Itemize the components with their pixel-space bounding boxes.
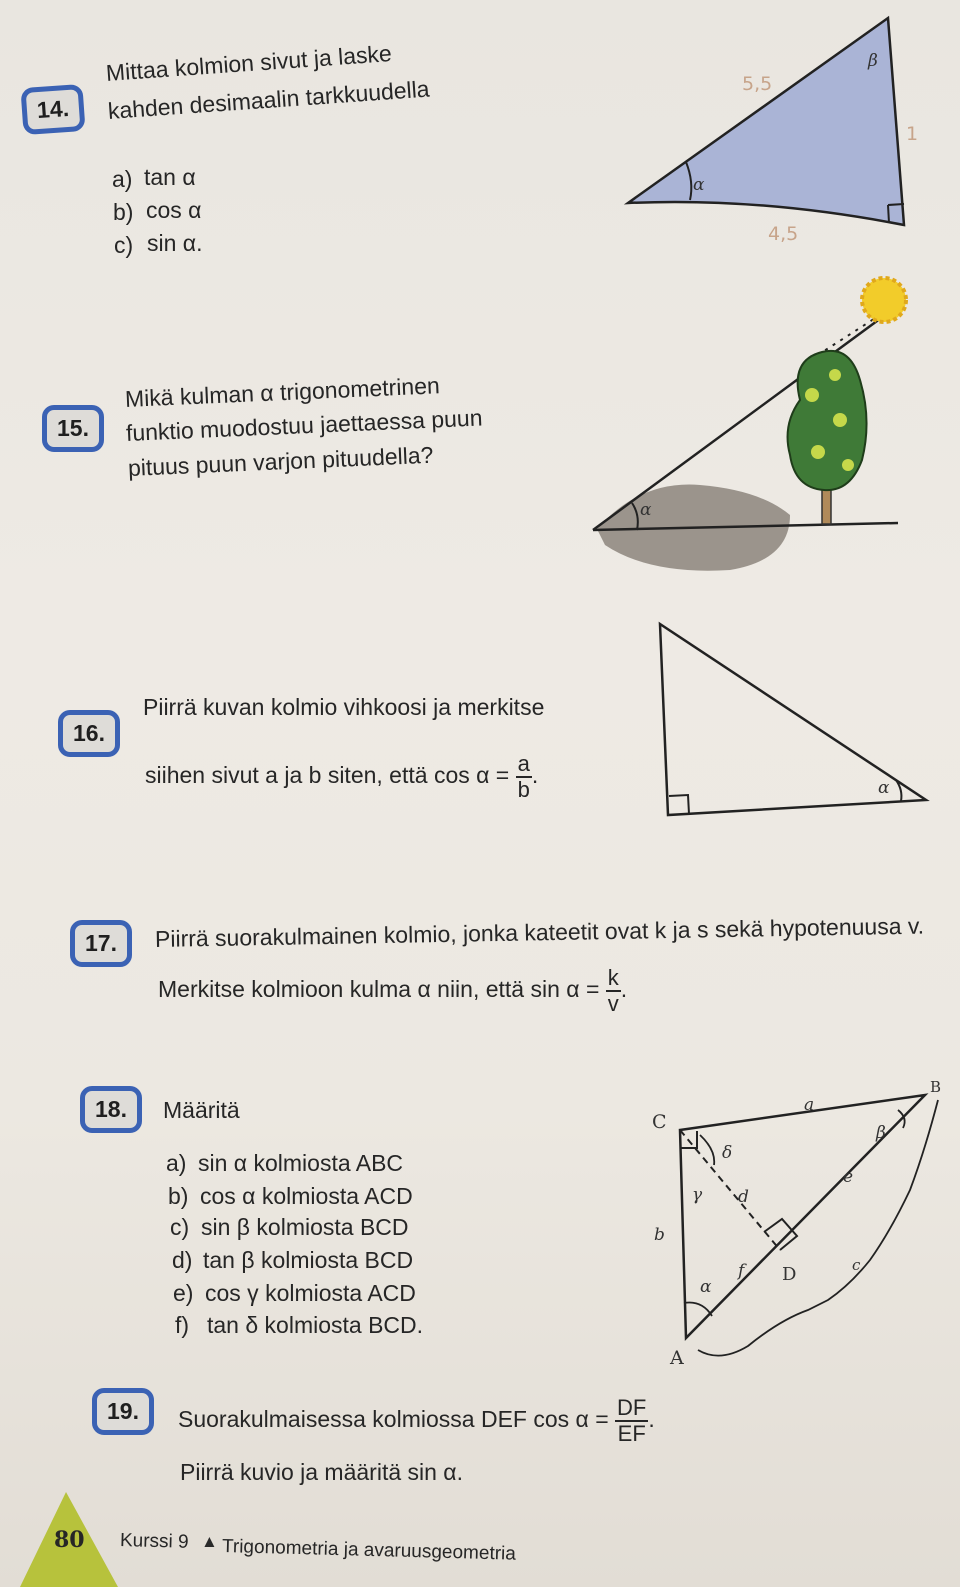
- angle-beta-label: β: [876, 1123, 886, 1143]
- item-letter: b): [113, 199, 134, 225]
- fraction-denominator: b: [517, 777, 530, 802]
- formula-end: .: [620, 976, 628, 1003]
- segment-d-label: d: [738, 1187, 749, 1207]
- pencil-note: 4,5: [768, 223, 799, 245]
- angle-alpha-label: α: [700, 1277, 712, 1297]
- item-letter: d): [172, 1247, 193, 1273]
- angle-beta-label: β: [868, 51, 878, 71]
- item-letter: e): [173, 1280, 194, 1306]
- item-text: cos γ kolmiosta ACD: [205, 1280, 416, 1306]
- vertex-d-label: D: [782, 1264, 797, 1285]
- exercise-number: 16.: [58, 710, 120, 757]
- item-letter: c): [114, 232, 134, 258]
- segment-f-label: f: [738, 1261, 745, 1281]
- exercise-text: pituus puun varjon pituudella?: [127, 441, 434, 481]
- exercise-text: Piirrä suorakulmainen kolmio, jonka kateetit ovat k ja s sekä hypotenuusa v.: [154, 912, 925, 952]
- item-text: sin α kolmiosta ABC: [198, 1150, 404, 1176]
- formula-text: Suorakulmaisessa kolmiossa DEF cos α =: [178, 1406, 609, 1433]
- exercise-number: 17.: [70, 920, 132, 967]
- fraction-denominator: EF: [617, 1421, 646, 1446]
- fraction-numerator: a: [517, 751, 530, 776]
- footer-chapter: Trigonometria ja avaruusgeometria: [221, 1536, 517, 1565]
- item-text: sin α.: [147, 230, 203, 256]
- segment-e-label: e: [843, 1167, 854, 1187]
- exercise-text: funktio muodostuu jaettaessa puun: [125, 404, 483, 446]
- fraction-numerator: k: [607, 965, 619, 990]
- fraction-denominator: v: [607, 991, 619, 1016]
- side-c-label: c: [852, 1256, 861, 1274]
- item-text: sin β kolmiosta BCD: [201, 1214, 409, 1240]
- item-text: tan β kolmiosta BCD: [203, 1247, 414, 1273]
- formula-end: .: [531, 762, 539, 789]
- formula-text: Merkitse kolmioon kulma α niin, että sin α =: [158, 976, 600, 1003]
- exercise-number: 15.: [42, 405, 104, 452]
- angle-alpha-label: α: [693, 175, 705, 195]
- item-text: cos α: [146, 197, 202, 223]
- exercise-number: 18.: [80, 1086, 142, 1133]
- item-letter: b): [168, 1183, 189, 1209]
- pencil-note: 5,5: [742, 73, 773, 95]
- vertex-c-label: C: [652, 1111, 667, 1133]
- vertex-a-label: A: [670, 1347, 684, 1369]
- fraction-numerator: DF: [617, 1395, 647, 1420]
- item-text: cos α kolmiosta ACD: [200, 1183, 413, 1209]
- exercise-text: Piirrä kuvan kolmio vihkoosi ja merkitse: [143, 694, 545, 720]
- item-letter: f): [175, 1312, 190, 1338]
- vertex-b-label: B: [930, 1078, 942, 1096]
- side-a-label: a: [804, 1095, 815, 1115]
- angle-alpha-label: α: [878, 778, 890, 798]
- formula-end: .: [648, 1406, 655, 1433]
- exercise-number: 14.: [20, 84, 85, 135]
- formula-text: siihen sivut a ja b siten, että cos α =: [145, 762, 510, 789]
- footer-course: Kurssi 9: [119, 1530, 189, 1553]
- item-letter: a): [166, 1150, 187, 1176]
- footer-triangle-icon: ▲: [201, 1532, 218, 1551]
- exercise-text: Piirrä kuvio ja määritä sin α.: [180, 1459, 463, 1485]
- side-b-label: b: [654, 1225, 665, 1245]
- item-text: tan α: [144, 164, 196, 190]
- item-letter: a): [112, 166, 133, 192]
- exercise-text: Mittaa kolmion sivut ja laske: [105, 40, 393, 86]
- page-number: 80: [54, 1527, 85, 1553]
- exercise-text: kahden desimaalin tarkkuudella: [107, 75, 431, 124]
- pencil-note: 1: [906, 123, 919, 145]
- exercise-number: 19.: [92, 1388, 154, 1435]
- angle-alpha-label: α: [640, 500, 652, 520]
- angle-delta-label: δ: [722, 1143, 733, 1163]
- exercise-text: Mikä kulman α trigonometrinen: [124, 372, 441, 412]
- item-text: tan δ kolmiosta BCD.: [207, 1312, 424, 1338]
- angle-gamma-label: γ: [692, 1185, 703, 1205]
- item-letter: c): [170, 1214, 190, 1240]
- exercise-title: Määritä: [163, 1097, 240, 1123]
